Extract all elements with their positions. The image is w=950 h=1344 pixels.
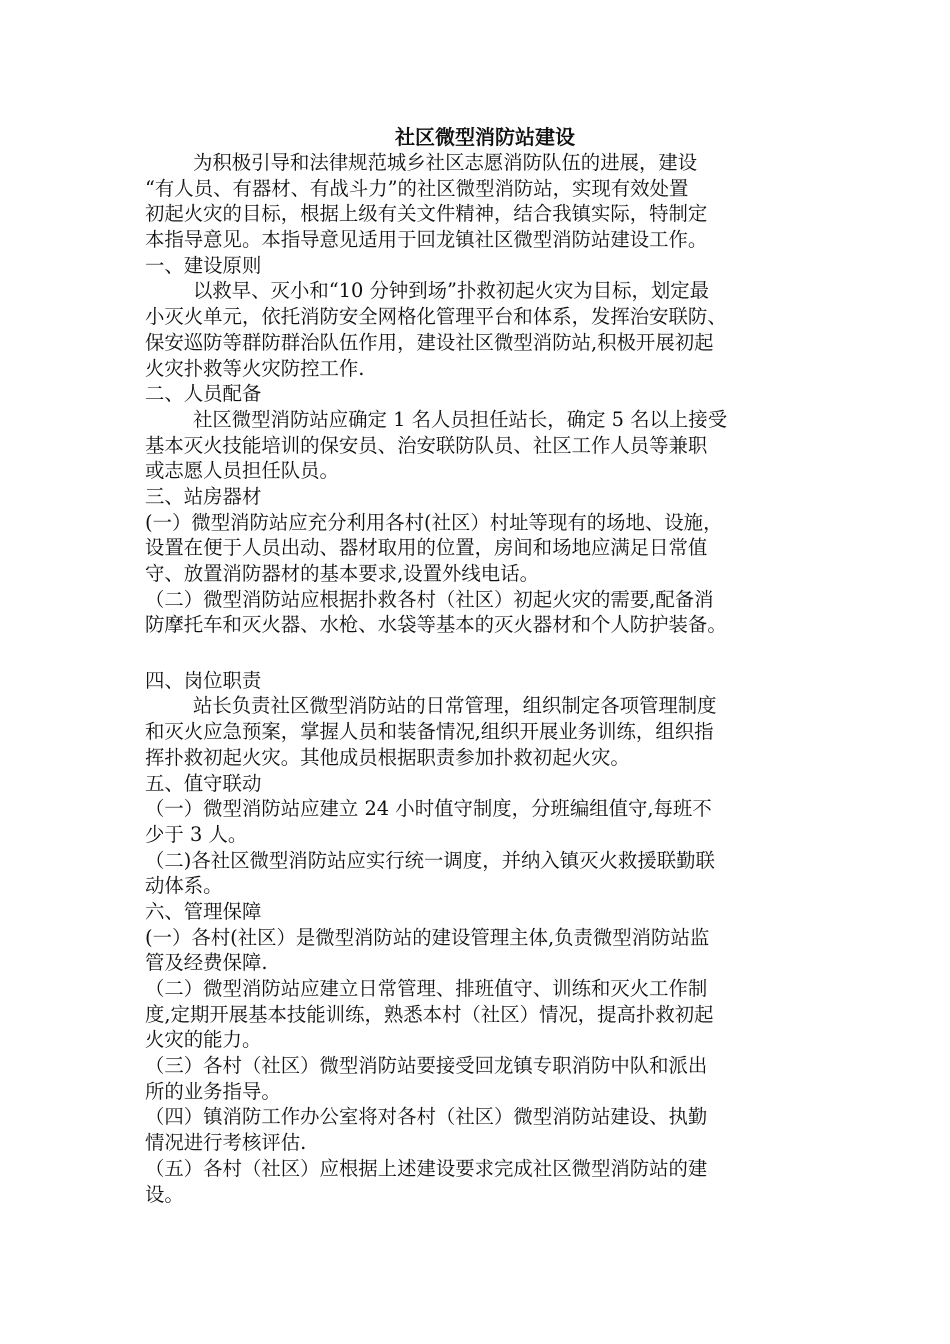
paragraph-line: 以救早、灭小和“10 分钟到场”扑救初起火灾为目标，划定最 bbox=[193, 279, 710, 303]
paragraph-line: 设置在便于人员出动、器材取用的位置，房间和场地应满足日常值 bbox=[145, 536, 708, 560]
paragraph-line: 社区微型消防站应确定 1 名人员担任站长，确定 5 名以上接受 bbox=[193, 407, 728, 431]
paragraph-line: 守、放置消防器材的基本要求,设置外线电话。 bbox=[145, 562, 539, 585]
section-heading: 二、人员配备 bbox=[145, 382, 262, 406]
paragraph-line: 防摩托车和灭火器、水枪、水袋等基本的灭火器材和个人防护装备。 bbox=[145, 613, 727, 637]
section-management-guarantee bbox=[145, 899, 825, 1207]
paragraph-line: （二）微型消防站应根据扑救各村（社区）初起火灾的需要,配备消 bbox=[145, 587, 714, 611]
section-duty-linkage bbox=[145, 771, 825, 899]
section-heading: 三、站房器材 bbox=[145, 484, 262, 508]
paragraph-line: 火灾扑救等火灾防控工作. bbox=[145, 356, 365, 380]
document-title: 社区微型消防站建设 bbox=[395, 125, 575, 149]
intro-line: 本指导意见。本指导意见适用于回龙镇社区微型消防站建设工作。 bbox=[145, 228, 708, 252]
paragraph-line: 小灭火单元，依托消防安全网格化管理平台和体系，发挥治安联防、 bbox=[145, 305, 727, 329]
paragraph-line: 设。 bbox=[145, 1182, 184, 1206]
paragraph-line: （三）各村（社区）微型消防站要接受回龙镇专职消防中队和派出 bbox=[145, 1054, 708, 1078]
section-construction-principles bbox=[145, 253, 825, 381]
intro-paragraph bbox=[145, 150, 825, 253]
paragraph-line: （一）微型消防站应建立 24 小时值守制度，分班编组值守,每班不 bbox=[145, 797, 712, 821]
blank-line bbox=[145, 638, 825, 664]
intro-line: 初起火灾的目标，根据上级有关文件精神，结合我镇实际，特制定 bbox=[145, 202, 708, 226]
section-station-equipment bbox=[145, 484, 825, 664]
paragraph-line: 基本灭火技能培训的保安员、治安联防队员、社区工作人员等兼职 bbox=[145, 433, 708, 457]
section-heading: 一、建设原则 bbox=[145, 253, 262, 277]
section-heading: 五、值守联动 bbox=[145, 771, 262, 795]
intro-line: 为积极引导和法律规范城乡社区志愿消防队伍的进展，建设 bbox=[193, 151, 698, 174]
intro-line: “有人员、有器材、有战斗力”的社区微型消防站，实现有效处置 bbox=[145, 176, 689, 200]
paragraph-line: 情况进行考核评估. bbox=[145, 1131, 307, 1155]
paragraph-line: 动体系。 bbox=[145, 874, 223, 898]
paragraph-line: （五）各村（社区）应根据上述建设要求完成社区微型消防站的建 bbox=[145, 1156, 708, 1180]
document-page bbox=[145, 124, 825, 1207]
section-job-duties bbox=[145, 668, 825, 771]
paragraph-line: （四）镇消防工作办公室将对各村（社区）微型消防站建设、执勤 bbox=[145, 1105, 708, 1129]
paragraph-line: 和灭火应急预案，掌握人员和装备情况,组织开展业务训练，组织指 bbox=[145, 720, 714, 744]
paragraph-line: （二)各社区微型消防站应实行统一调度，并纳入镇灭火救援联勤联 bbox=[145, 848, 715, 872]
section-heading: 四、岗位职责 bbox=[145, 668, 262, 692]
paragraph-line: 或志愿人员担任队员。 bbox=[145, 459, 339, 483]
paragraph-line: 挥扑救初起火灾。其他成员根据职责参加扑救初起火灾。 bbox=[145, 745, 630, 769]
paragraph-line: (一）各村(社区）是微型消防站的建设管理主体,负责微型消防站监 bbox=[145, 925, 710, 949]
paragraph-line: 保安巡防等群防群治队伍作用，建设社区微型消防站,积极开展初起 bbox=[145, 330, 714, 354]
paragraph-line: 站长负责社区微型消防站的日常管理，组织制定各项管理制度 bbox=[193, 694, 717, 718]
paragraph-line: 所的业务指导。 bbox=[145, 1079, 281, 1103]
paragraph-line: 火灾的能力。 bbox=[145, 1028, 262, 1052]
section-heading: 六、管理保障 bbox=[145, 899, 262, 923]
paragraph-line: （二）微型消防站应建立日常管理、排班值守、训练和灭火工作制 bbox=[145, 977, 708, 1000]
paragraph-line: 管及经费保障. bbox=[145, 951, 268, 975]
section-staffing bbox=[145, 381, 825, 484]
paragraph-line: (一）微型消防站应充分利用各村(社区）村址等现有的场地、设施， bbox=[145, 510, 723, 534]
paragraph-line: 少于 3 人。 bbox=[145, 822, 248, 846]
paragraph-line: 度,定期开展基本技能训练，熟悉本村（社区）情况，提高扑救初起 bbox=[145, 1002, 714, 1026]
